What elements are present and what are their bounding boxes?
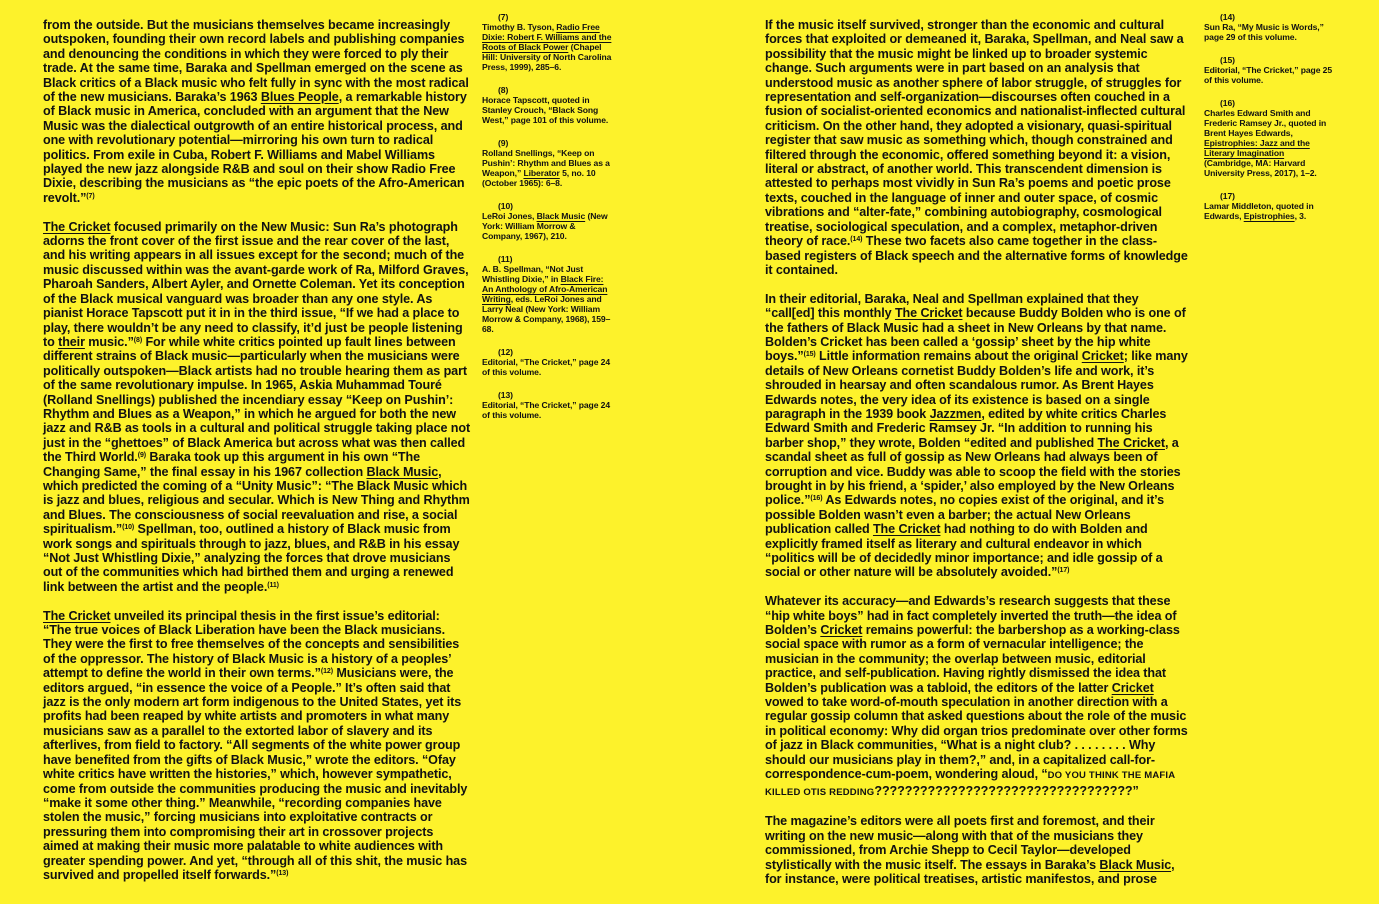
footnote	[482, 390, 614, 420]
footnote	[1204, 191, 1334, 221]
book-title: Black Music	[366, 464, 439, 479]
emphasis: their	[58, 334, 85, 349]
footnote-text: Lamar Middleton, quoted in Edwards,	[1204, 201, 1314, 221]
body-paragraph: If the music itself survived, stronger than the economic and cultural forces that exploited or demeaned it, Baraka, Spellman, and Neal saw a possibility that the music might be linked up to broader systemic change. Such arguments were in part based on an analysis that understood music as another sphere of labor struggle, of struggles for representation and self-organization—discourses often couched in a fusion of socialist-oriented economics and nationalist-inflected cultural criticism. On the other hand, they adopted a visionary, quasi-spiritual register that saw music as something which, though constrained and filtered through the economic, offered something beyond it: a vision, literal or abstract, of another world. This transcendent dimension is attested to perhaps most vividly in Sun Ra’s poems and poetic prose texts, couched in the language of inner and outer space, of cosmic vibrations and “alter-fate,” combining autobiography, cosmological treatise, sociological speculation, and a complex, metaphor-driven theory of race.$^{(14)}$ These two facets also came together in the class-based registers of Black speech and the alternative forms of knowledge it contained.	[765, 18, 1188, 277]
footnote-title: Black Music	[536, 211, 586, 221]
footnote-text: Timothy B. Tyson,	[482, 22, 557, 32]
footnote	[1204, 98, 1334, 178]
footnote-title: Radio Free Dixie: Robert F. Williams and the Roots of Black Power	[482, 22, 612, 52]
footnote-number: (8)	[498, 85, 509, 95]
footnote-text: Sun Ra, “My Music is Words,” page 29 of this volume.	[1204, 22, 1324, 42]
footnote-title: Liberator	[523, 168, 560, 178]
footnote-text: , 3.	[1294, 211, 1307, 221]
footnote-title: Epistrophies	[1243, 211, 1295, 221]
body-paragraph: from the outside. But the musicians themselves became increasingly outspoken, founding their own record labels and publishing companies and denouncing the conditions in which they were forced to ply their trade. At the same time, Baraka and Spellman emerged on the scene as Black critics of a Black music who felt fully in sync with the most radical of the new musicians. Baraka’s 1963 Blues People, a remarkable history of Black music in America, concluded with an argument that the New Music was the dialectical outgrowth of an entire historical process, and one with revolutionary potential—mirroring his own turn to radical politics. From exile in Cuba, Robert F. Williams and Mabel Williams played the new jazz alongside R&B and soul on their show Radio Free Dixie, describing the musicians as “the epic poets of the Afro-American revolt.”$^{(7)}$	[43, 18, 469, 205]
footnote-number: (13)	[498, 390, 513, 400]
book-title: Blues People	[260, 90, 339, 105]
footnote-text: LeRoi Jones,	[482, 211, 537, 221]
footnote-text: , eds. LeRoi Jones and Larry Neal (New York: William Morrow & Company, 1968), 159–68.	[482, 294, 611, 334]
footnote-ref[interactable]: (8)	[133, 336, 143, 344]
footnote-number: (14)	[1220, 12, 1235, 22]
publication-title: The Cricket	[1097, 435, 1165, 450]
body-paragraph: The Cricket focused primarily on the New Music: Sun Ra’s photograph adorns the front cover of the first issue and the rear cover of the last, and his writing appears in all issues except for the second; much of the music discussed within was the avant-garde work of Ra, Milford Graves, Pharoah Sanders, Albert Ayler, and Ornette Coleman. Yet its conception of the Black musical vanguard was broader than any one style. As pianist Horace Tapscott put it in in the third issue, “If we had a place to play, there wouldn’t be any need to classify, it’d just be people listening to their music.”$^{(8)}$ For while white critics pointed up fault lines between different strains of Black music—particularly when the musicians were politically outspoken—Black artists had no trouble hearing them as part of the same revolutionary impulse. In 1965, Askia Muhammad Touré (Rolland Snellings) published the incendiary essay “Keep on Pushin’: Rhythm and Blues as a Weapon,” in which he argued for both the new jazz and R&B as tools in a cultural and political struggle taking place not just in the “ghettoes” of Black America but across what was then called the Third World.$^{(9)}$ Baraka took up this argument in his own “The Changing Same,” the final essay in his 1967 collection Black Music, which predicted the coming of a “Unity Music”: “The Black Music which is jazz and blues, religious and secular. Which is New Thing and Rhythm and Blues. The consciousness of social reevaluation and rise, a social spiritualism.”$^{(10)}$ Spellman, too, outlined a history of Black music from work songs and spirituals through to jazz, blues, and R&B in his essay “Not Just Whistling Dixie,” analyzing the forces that drove musicians out of the communities which had birthed them and urging a renewed link between the artist and the people.$^{(11)}$	[43, 219, 471, 594]
footnote-ref[interactable]: (15)	[803, 351, 816, 359]
book-title: Black Music	[1099, 857, 1172, 872]
footnote-text: A. B. Spellman, “Not Just Whistling Dixie,” in	[482, 264, 584, 284]
footnote-ref[interactable]: (13)	[276, 869, 289, 877]
footnote-number: (11)	[498, 254, 513, 264]
right-body-column	[765, 18, 1189, 901]
footnote-ref[interactable]: (14)	[850, 236, 863, 244]
footnote-number: (17)	[1220, 191, 1235, 201]
footnote-ref[interactable]: (7)	[86, 192, 95, 200]
footnote-text: Editorial, “The Cricket,” page 25 of this volume.	[1204, 65, 1333, 85]
footnote	[482, 12, 614, 72]
footnote-ref[interactable]: (11)	[267, 581, 279, 589]
publication-title: The Cricket	[43, 219, 111, 234]
small-caps-text: DO YOU THINK THE MAFIA KILLED OTIS REDDING	[765, 770, 1175, 798]
body-paragraph: The Cricket unveiled its principal thesis in the first issue’s editorial: “The true voices of Black Liberation have been the Black musicians. They were the first to free themselves of the concepts and sensibilities of the oppressor. The history of Black Music is a history of a peoples’ attempt to define the world in their own terms.”$^{(12)}$ Musicians were, the editors argued, “in essence the voice of a People.” It’s often said that jazz is the only modern art form indigenous to the United States, yet its profits had been reaped by white artists and promoters in what many musicians saw as a parallel to the extorted labor of slavery and its afterlives, from field to factory. “All segments of the white power group have benefited from the gifts of Black Music,” wrote the editors. “Ofay white critics have written the histories,” which, however sympathetic, come from outside the communities producing the music and inevitably “make it some other thing.” Meanwhile, “recording companies have stolen the music,” forcing musicians into exploitative contracts or pressuring them into compromising their art in crossover projects aimed at making their music more palatable to white audiences with greater spending power. And yet, “through all of this shit, the music has survived and propelled itself forwards.”$^{(13)}$	[43, 608, 468, 882]
footnote	[482, 138, 614, 188]
footnote-text: Charles Edward Smith and Frederic Ramsey Jr., quoted in Brent Hayes Edwards,	[1204, 108, 1327, 138]
right-footnotes	[1204, 12, 1334, 234]
footnote-number: (9)	[498, 138, 509, 148]
footnote-ref[interactable]: (9)	[137, 452, 146, 460]
footnote-ref[interactable]: (16)	[810, 495, 823, 503]
footnote-text: 5, no. 10 (October 1965): 6–8.	[482, 168, 596, 188]
footnote-text: Editorial, “The Cricket,” page 24 of this volume.	[482, 357, 611, 377]
footnote-text: Rolland Snellings, “Keep on Pushin’: Rhythm and Blues as a Weapon,”	[482, 148, 610, 178]
left-footnotes	[482, 12, 614, 433]
footnote	[1204, 55, 1334, 85]
footnote-title: Epistrophies: Jazz and the Literary Imagination	[1204, 138, 1310, 158]
left-body-column	[43, 18, 471, 897]
footnote-text: (New York: William Morrow & Company, 1967), 210.	[482, 211, 608, 241]
footnote-title: Black Fire: An Anthology of Afro-American Writing	[482, 274, 608, 304]
footnote	[482, 254, 614, 334]
footnote-number: (12)	[498, 347, 513, 357]
footnote-text: (Cambridge, MA: Harvard University Press, 2017), 1–2.	[1204, 158, 1317, 178]
footnote-text: Horace Tapscott, quoted in Stanley Crouch, “Black Song West,” page 101 of this volume.	[482, 95, 609, 125]
publication-title: Cricket	[1111, 680, 1154, 695]
publication-title: The Cricket	[872, 522, 941, 537]
publication-title: The Cricket	[894, 306, 963, 321]
footnote-text: Editorial, “The Cricket,” page 24 of this volume.	[482, 400, 611, 420]
footnote	[482, 85, 614, 125]
footnote	[482, 347, 614, 377]
footnote-number: (15)	[1220, 55, 1235, 65]
footnote-text: (Chapel Hill: University of North Carolina Press, 1999), 285–6.	[482, 42, 612, 72]
footnote-number: (16)	[1220, 98, 1235, 108]
footnote-ref[interactable]: (10)	[122, 524, 135, 532]
body-paragraph: Whatever its accuracy—and Edwards’s research suggests that these “hip white boys” had in fact completely inverted the truth—the idea of Bolden’s Cricket remains powerful: the barbershop as a working-class social space with rumor as a form of vernacular intelligence; the musician in the community; the overlap between music, editorial practice, and self-publication. Having rightly dismissed the idea that Bolden’s publication was a tabloid, the editors of the latter Cricket vowed to take word-of-mouth speculation in another direction with a regular gossip column that asked questions about the role of the music in political economy: Why did organ trios predominate over other forms of jazz in Black communities, “What is a night club? . . . . . . . . Why should our musicians play in them?,” and, in a capitalized call-for-correspondence-cum-poem, wondering aloud, “DO YOU THINK THE MAFIA KILLED OTIS REDDING??????????????????????????????????”	[765, 594, 1188, 798]
footnote	[482, 201, 614, 241]
book-title: Jazzmen	[929, 406, 982, 421]
footnote	[1204, 12, 1334, 42]
footnote-ref[interactable]: (17)	[1057, 567, 1070, 575]
publication-title: Cricket	[1081, 349, 1124, 364]
footnote-number: (7)	[498, 12, 509, 22]
publication-title: The Cricket	[43, 608, 111, 623]
footnote-ref[interactable]: (12)	[320, 668, 333, 676]
body-paragraph: In their editorial, Baraka, Neal and Spellman explained that they “call[ed] this monthly The Cricket because Buddy Bolden who is one of the fathers of Black Music had a sheet in New Orleans by that name. Bolden’s Cricket has been called a ‘gossip’ sheet by the hip white boys.”$^{(15)}$ Little information remains about the original Cricket; like many details of New Orleans cornetist Buddy Bolden’s life and work, it’s shrouded in hearsay and often scandalous rumor. As Brent Hayes Edwards notes, the very idea of its existence is based on a single paragraph in the 1939 book Jazzmen, edited by white critics Charles Edward Smith and Frederic Ramsey Jr. “In addition to running his barber shop,” they wrote, Bolden “edited and published The Cricket, a scandal sheet as full of gossip as New Orleans had always been of corruption and vice. Buddy was able to scoop the field with the stories brought in by his friend, a ‘spider,’ also employed by the New Orleans police.”$^{(16)}$ As Edwards notes, no copies exist of the original, and it’s possible Bolden wasn’t even a barber; the actual New Orleans publication called The Cricket had nothing to do with Bolden and explicitly framed itself as literary and cultural endeavor in which “politics will be of decidedly minor importance; and idle gossip of a social or other nature will be absolutely avoided.”$^{(17)}$	[765, 291, 1188, 580]
body-paragraph: The magazine’s editors were all poets first and foremost, and their writing on the new music—along with that of the musicians they commissioned, from Archie Shepp to Cecil Taylor—developed stylistically with the music itself. The essays in Baraka’s Black Music, for instance, were political treatises, artistic manifestos, and prose	[765, 814, 1175, 886]
footnote-number: (10)	[498, 201, 513, 211]
publication-title: Cricket	[820, 623, 863, 638]
